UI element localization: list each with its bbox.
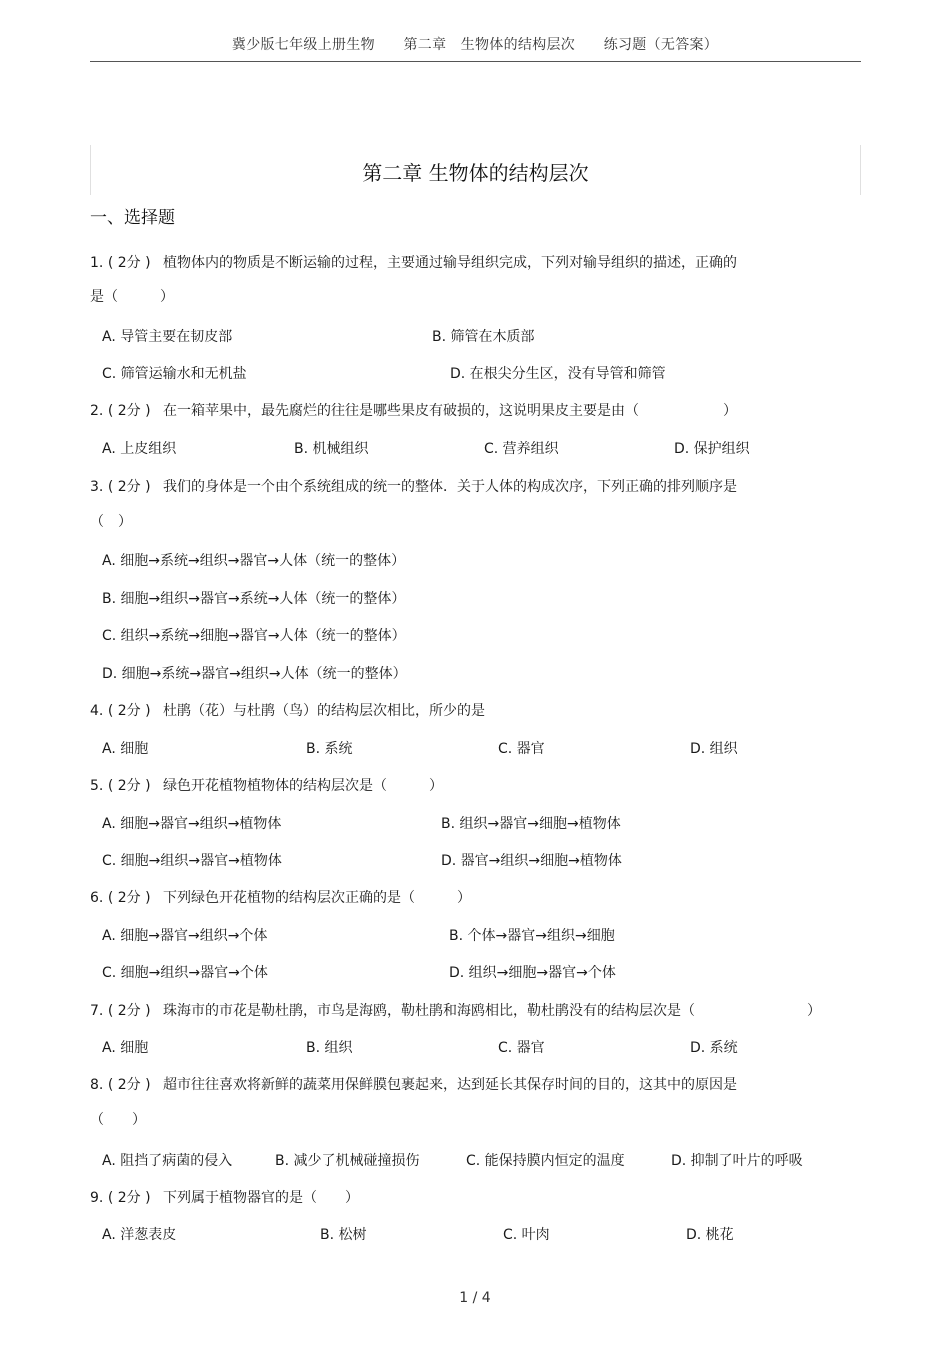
question-9-option-a: A. 洋葱表皮 — [102, 1227, 177, 1243]
question-6-option-d: D. 组织→细胞→器官→个体 — [449, 965, 616, 981]
question-8-option-d: D. 抑制了叶片的呼吸 — [671, 1153, 803, 1169]
question-6-option-b: B. 个体→器官→组织→细胞 — [449, 928, 615, 944]
question-stem: 植物体内的物质是不断运输的过程，主要通过输导组织完成，下列对输导组织的描述，正确的 — [163, 255, 737, 271]
question-stem: 我们的身体是一个由个系统组成的统一的整体．关于人体的构成次序，下列正确的排列顺序是 — [163, 479, 737, 495]
question-7-option-a: A. 细胞 — [102, 1040, 149, 1056]
question-number: 9. — [90, 1190, 104, 1206]
question-6-option-c: C. 细胞→组织→器官→个体 — [102, 965, 268, 981]
question-4-option-c: C. 器官 — [498, 741, 545, 757]
question-3-option-a: A. 细胞→系统→组织→器官→人体（统一的整体） — [102, 553, 406, 569]
question-stem: 绿色开花植物植物体的结构层次是（ ） — [163, 778, 443, 794]
question-number: 7. — [90, 1003, 104, 1019]
question-1 — [90, 253, 737, 273]
question-4 — [90, 701, 485, 721]
question-points: ( 2分 ) — [107, 778, 151, 794]
question-5-option-a: A. 细胞→器官→组织→植物体 — [102, 816, 282, 832]
question-5-option-c: C. 细胞→组织→器官→植物体 — [102, 853, 282, 869]
question-8-option-b: B. 减少了机械碰撞损伤 — [275, 1153, 420, 1169]
question-3-continuation: （ ） — [90, 514, 132, 530]
question-points: ( 2分 ) — [107, 255, 151, 271]
question-3-option-c: C. 组织→系统→细胞→器官→人体（统一的整体） — [102, 628, 406, 644]
question-4-option-d: D. 组织 — [690, 741, 738, 757]
question-3-option-d: D. 细胞→系统→器官→组织→人体（统一的整体） — [102, 666, 407, 682]
question-8-continuation: （ ） — [90, 1112, 146, 1128]
question-number: 3. — [90, 479, 104, 495]
question-stem: 下列属于植物器官的是（ ） — [163, 1190, 359, 1206]
question-points: ( 2分 ) — [107, 1190, 151, 1206]
question-2 — [90, 401, 737, 421]
question-number: 8. — [90, 1077, 104, 1093]
question-stem: 珠海市的市花是勒杜鹃，市鸟是海鸥，勒杜鹃和海鸥相比，勒杜鹃没有的结构层次是（ ） — [163, 1003, 821, 1019]
question-1-option-c: C. 筛管运输水和无机盐 — [102, 366, 247, 382]
question-9-option-d: D. 桃花 — [686, 1227, 734, 1243]
section-heading: 一、选择题 — [90, 208, 175, 228]
question-5-option-d: D. 器官→组织→细胞→植物体 — [441, 853, 622, 869]
question-points: ( 2分 ) — [107, 403, 151, 419]
chapter-title: 第二章 生物体的结构层次 — [362, 161, 589, 185]
question-8-option-a: A. 阻挡了病菌的侵入 — [102, 1153, 233, 1169]
question-points: ( 2分 ) — [107, 1003, 151, 1019]
question-6-option-a: A. 细胞→器官→组织→个体 — [102, 928, 268, 944]
question-1-continuation: 是（ ） — [90, 289, 174, 305]
question-3-option-b: B. 细胞→组织→器官→系统→人体（统一的整体） — [102, 591, 406, 607]
question-6 — [90, 888, 471, 908]
question-2-option-d: D. 保护组织 — [674, 441, 750, 457]
question-4-option-a: A. 细胞 — [102, 741, 149, 757]
question-number: 5. — [90, 778, 104, 794]
question-2-option-a: A. 上皮组织 — [102, 441, 177, 457]
question-7 — [90, 1001, 821, 1021]
header-rule — [90, 61, 861, 62]
question-number: 1. — [90, 255, 104, 271]
question-5 — [90, 776, 443, 796]
title-box — [90, 145, 861, 195]
question-stem: 在一箱苹果中，最先腐烂的往往是哪些果皮有破损的，这说明果皮主要是由（ ） — [163, 403, 737, 419]
question-points: ( 2分 ) — [107, 1077, 151, 1093]
question-7-option-d: D. 系统 — [690, 1040, 738, 1056]
question-1-option-a: A. 导管主要在韧皮部 — [102, 329, 233, 345]
question-stem: 下列绿色开花植物的结构层次正确的是（ ） — [163, 890, 471, 906]
question-9 — [90, 1188, 359, 1208]
question-1-option-d: D. 在根尖分生区，没有导管和筛管 — [450, 366, 666, 382]
question-3 — [90, 477, 737, 497]
question-9-option-c: C. 叶肉 — [503, 1227, 550, 1243]
page-number: 1 / 4 — [459, 1290, 491, 1306]
question-points: ( 2分 ) — [107, 703, 151, 719]
question-number: 4. — [90, 703, 104, 719]
question-8 — [90, 1075, 737, 1095]
question-number: 2. — [90, 403, 104, 419]
question-7-option-b: B. 组织 — [306, 1040, 353, 1056]
question-points: ( 2分 ) — [107, 479, 151, 495]
question-4-option-b: B. 系统 — [306, 741, 353, 757]
question-number: 6. — [90, 890, 104, 906]
question-2-option-b: B. 机械组织 — [294, 441, 369, 457]
question-stem: 杜鹃（花）与杜鹃（鸟）的结构层次相比，所少的是 — [163, 703, 485, 719]
question-8-option-c: C. 能保持膜内恒定的温度 — [466, 1153, 625, 1169]
question-2-option-c: C. 营养组织 — [484, 441, 559, 457]
question-points: ( 2分 ) — [107, 890, 151, 906]
running-header: 冀少版七年级上册生物 第二章 生物体的结构层次 练习题（无答案） — [231, 37, 719, 53]
question-stem: 超市往往喜欢将新鲜的蔬菜用保鲜膜包裹起来，达到延长其保存时间的目的，这其中的原因是 — [163, 1077, 737, 1093]
question-9-option-b: B. 松树 — [320, 1227, 367, 1243]
question-1-option-b: B. 筛管在木质部 — [432, 329, 535, 345]
question-5-option-b: B. 组织→器官→细胞→植物体 — [441, 816, 621, 832]
question-7-option-c: C. 器官 — [498, 1040, 545, 1056]
